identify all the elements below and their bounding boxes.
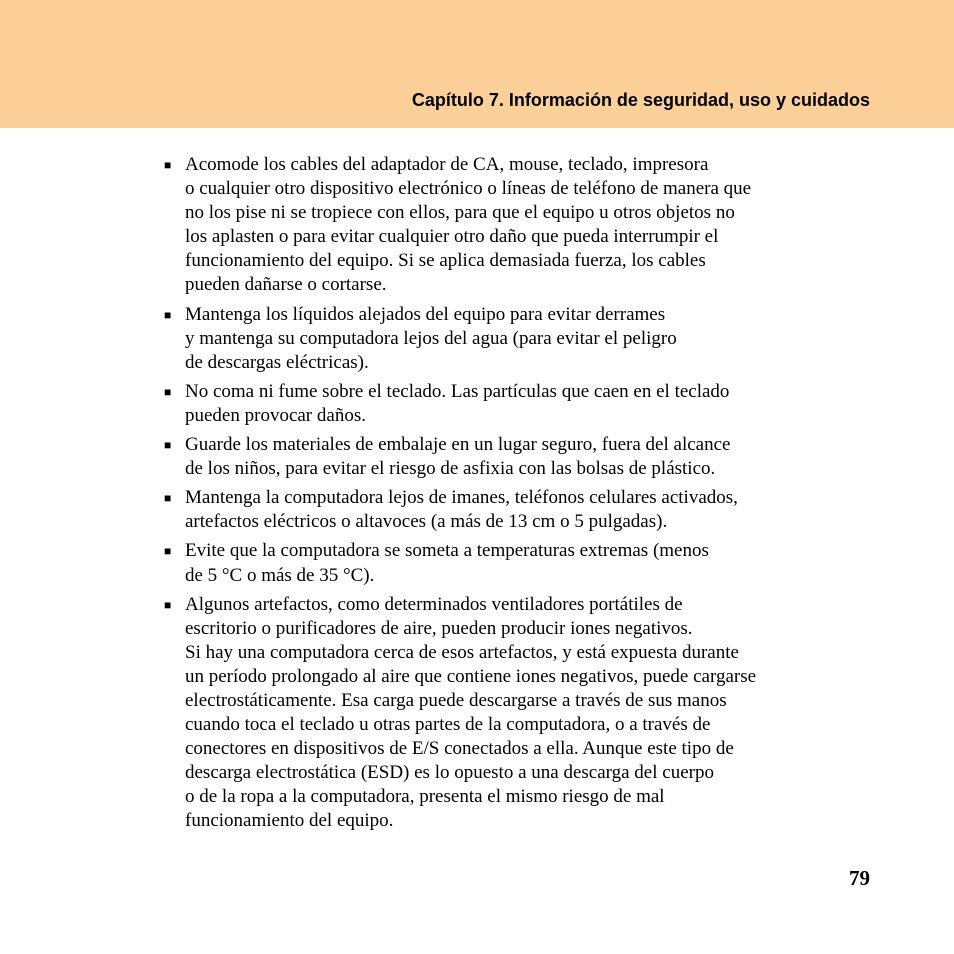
bullet-item — [164, 153, 864, 298]
bullet-text-line: Si hay una computadora cerca de esos artefactos, y está expuesta durante — [185, 641, 739, 663]
square-bullet-icon: ■ — [164, 597, 172, 612]
bullet-text-line: los aplasten o para evitar cualquier otro daño que pueda interrumpir el — [185, 226, 719, 248]
bullet-text-line: descarga electrostática (ESD) es lo opuesto a una descarga del cuerpo — [185, 762, 714, 784]
square-bullet-icon: ■ — [164, 544, 172, 559]
chapter-title: Capítulo 7. Información de seguridad, uso y cuidados — [411, 90, 870, 110]
bullet-text-line: electrostáticamente. Esa carga puede descargarse a través de sus manos — [185, 689, 727, 711]
bullet-text-line: funcionamiento del equipo. Si se aplica demasiada fuerza, los cables — [185, 250, 706, 272]
square-bullet-icon: ■ — [164, 307, 172, 322]
bullet-text-line: Mantenga la computadora lejos de imanes, teléfonos celulares activados, — [185, 487, 738, 509]
bullet-text-line: de descargas eléctricas). — [185, 351, 369, 373]
bullet-text-line: funcionamiento del equipo. — [185, 810, 394, 832]
bullet-text-line: No coma ni fume sobre el teclado. Las partículas que caen en el teclado — [185, 380, 730, 402]
bullet-text-line: Guarde los materiales de embalaje en un lugar seguro, fuera del alcance — [185, 434, 731, 456]
safety-bullet-list — [164, 153, 864, 839]
bullet-item — [164, 380, 864, 428]
bullet-text-line: de los niños, para evitar el riesgo de asfixia con las bolsas de plástico. — [185, 458, 716, 480]
bullet-text-line: Algunos artefactos, como determinados ventiladores portátiles de — [185, 593, 683, 615]
chapter-header-band — [0, 0, 954, 128]
square-bullet-icon: ■ — [164, 438, 172, 453]
bullet-item — [164, 303, 864, 375]
square-bullet-icon: ■ — [164, 158, 172, 172]
bullet-text-line: pueden provocar daños. — [185, 404, 366, 426]
bullet-item — [164, 486, 864, 534]
bullet-item — [164, 593, 864, 834]
bullet-text-line: o de la ropa a la computadora, presenta el mismo riesgo de mal — [185, 786, 665, 808]
bullet-item — [164, 539, 864, 587]
page-number: 79 — [849, 866, 870, 890]
bullet-text-line: artefactos eléctricos o altavoces (a más de 13 cm o 5 pulgadas). — [185, 511, 668, 533]
bullet-text-line: de 5 °C o más de 35 °C). — [185, 564, 375, 586]
bullet-text-line: y mantenga su computadora lejos del agua (para evitar el peligro — [185, 327, 677, 349]
bullet-text-line: cuando toca el teclado u otras partes de la computadora, o a través de — [185, 714, 711, 736]
bullet-text-line: o cualquier otro dispositivo electrónico o líneas de teléfono de manera que — [185, 178, 752, 200]
bullet-text-line: escritorio o purificadores de aire, pueden producir iones negativos. — [185, 617, 693, 639]
bullet-text-line: Mantenga los líquidos alejados del equipo para evitar derrames — [185, 303, 666, 325]
bullet-text-line: no los pise ni se tropiece con ellos, para que el equipo u otros objetos no — [185, 202, 735, 224]
bullet-item — [164, 433, 864, 481]
square-bullet-icon: ■ — [164, 491, 172, 506]
square-bullet-icon: ■ — [164, 384, 172, 399]
bullet-text-line: Evite que la computadora se someta a temperaturas extremas (menos — [185, 540, 709, 562]
bullet-text-line: pueden dañarse o cortarse. — [185, 274, 387, 296]
bullet-text-line: un período prolongado al aire que contiene iones negativos, puede cargarse — [185, 665, 757, 687]
bullet-text-line: Acomode los cables del adaptador de CA, mouse, teclado, impresora — [185, 154, 709, 175]
bullet-text-line: conectores en dispositivos de E/S conectados a ella. Aunque este tipo de — [185, 738, 734, 760]
